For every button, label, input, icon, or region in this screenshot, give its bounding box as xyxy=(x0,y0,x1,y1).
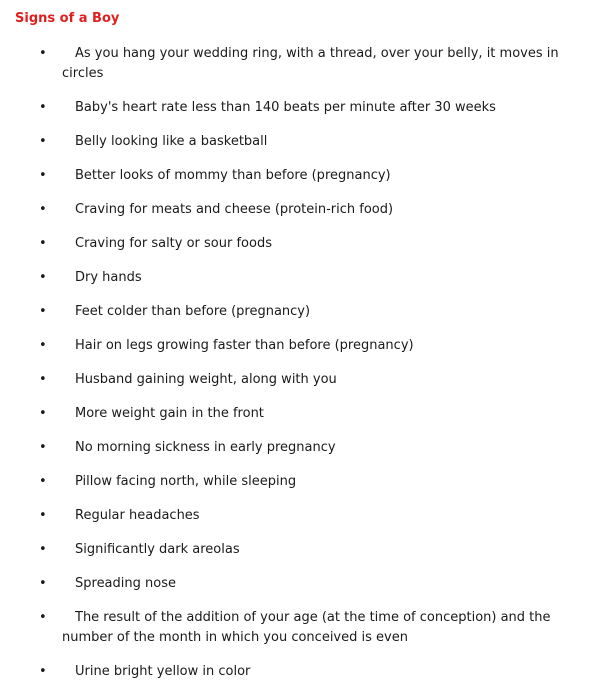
list-item-text: Craving for meats and cheese (protein-rich food) xyxy=(75,202,394,217)
list-item xyxy=(0,662,596,682)
bullet-icon: • xyxy=(39,46,47,61)
list-item xyxy=(0,608,596,648)
list-item-text: Craving for salty or sour foods xyxy=(75,236,272,251)
list-item-text: As you hang your wedding ring, with a thread, over your belly, it moves in circles xyxy=(62,46,559,81)
signs-list xyxy=(0,44,596,696)
list-item-text: Feet colder than before (pregnancy) xyxy=(75,304,311,319)
list-item xyxy=(0,472,596,492)
list-item xyxy=(0,540,596,560)
list-item xyxy=(0,44,596,84)
list-item xyxy=(0,370,596,390)
list-item xyxy=(0,506,596,526)
bullet-icon: • xyxy=(39,474,47,489)
list-item-text: Regular headaches xyxy=(75,508,200,523)
bullet-icon: • xyxy=(39,406,47,421)
list-item-text: Dry hands xyxy=(75,270,142,285)
list-item xyxy=(0,336,596,356)
list-item xyxy=(0,98,596,118)
list-item-text: Belly looking like a basketball xyxy=(75,134,268,149)
bullet-icon: • xyxy=(39,134,47,149)
list-item xyxy=(0,574,596,594)
bullet-icon: • xyxy=(39,372,47,387)
list-item-text: Urine bright yellow in color xyxy=(75,664,251,679)
bullet-icon: • xyxy=(39,610,47,625)
list-item-text: Better looks of mommy than before (pregnancy) xyxy=(75,168,391,183)
list-item xyxy=(0,438,596,458)
bullet-icon: • xyxy=(39,100,47,115)
list-item-text: Spreading nose xyxy=(75,576,176,591)
bullet-icon: • xyxy=(39,270,47,285)
list-item xyxy=(0,268,596,288)
list-item xyxy=(0,132,596,152)
bullet-icon: • xyxy=(39,304,47,319)
list-item xyxy=(0,166,596,186)
list-item-text: Significantly dark areolas xyxy=(75,542,240,557)
bullet-icon: • xyxy=(39,168,47,183)
list-item xyxy=(0,404,596,424)
bullet-icon: • xyxy=(39,338,47,353)
list-item xyxy=(0,302,596,322)
list-item-text: More weight gain in the front xyxy=(75,406,264,421)
list-item-text: Hair on legs growing faster than before (pregnancy) xyxy=(75,338,414,353)
list-item-text: Husband gaining weight, along with you xyxy=(75,372,337,387)
bullet-icon: • xyxy=(39,664,47,679)
bullet-icon: • xyxy=(39,542,47,557)
bullet-icon: • xyxy=(39,440,47,455)
document-title: Signs of a Boy xyxy=(15,11,120,26)
list-item-text: Baby's heart rate less than 140 beats per minute after 30 weeks xyxy=(75,100,496,115)
list-item-text: The result of the addition of your age (at the time of conception) and the number of the month in which you conceived is even xyxy=(62,610,551,645)
list-item xyxy=(0,234,596,254)
list-item xyxy=(0,200,596,220)
bullet-icon: • xyxy=(39,508,47,523)
bullet-icon: • xyxy=(39,576,47,591)
bullet-icon: • xyxy=(39,202,47,217)
list-item-text: No morning sickness in early pregnancy xyxy=(75,440,336,455)
list-item-text: Pillow facing north, while sleeping xyxy=(75,474,297,489)
bullet-icon: • xyxy=(39,236,47,251)
